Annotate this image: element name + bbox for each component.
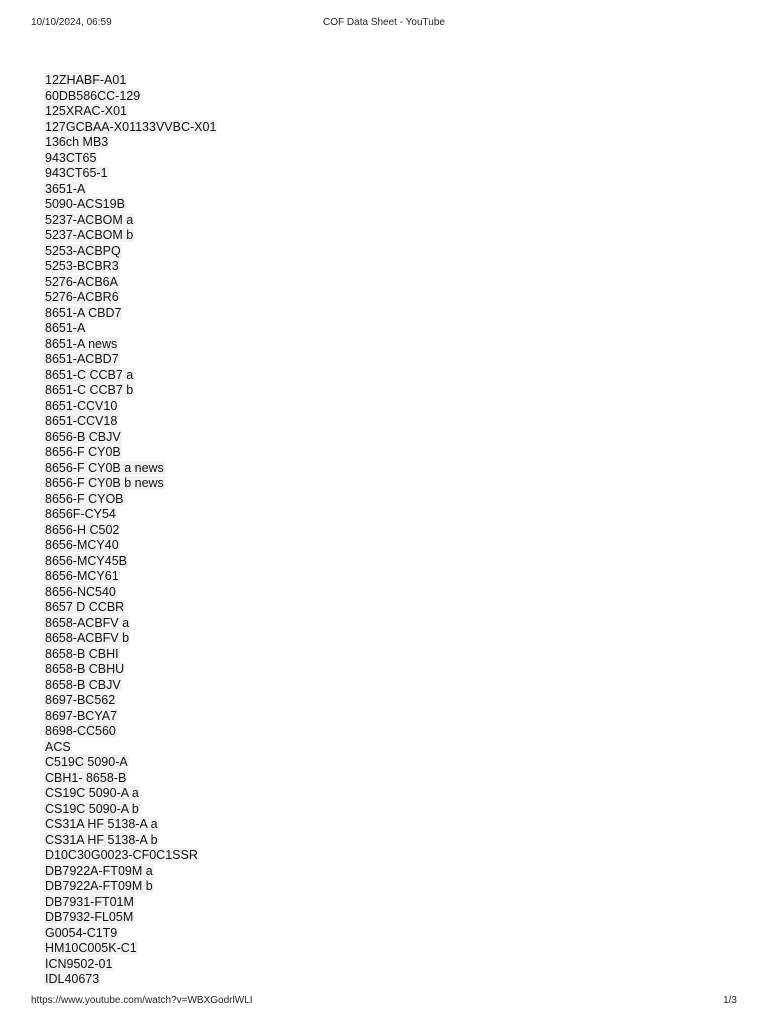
list-item (44, 895, 217, 911)
list-item-text: DB7922A-FT09M a (45, 863, 153, 878)
list-item-text: C519C 5090-A (45, 755, 128, 769)
list-item-text: DB7922A-FT09M b (45, 879, 153, 893)
list-item (44, 817, 217, 833)
list-item (44, 120, 217, 136)
list-item-text: 8658-B CBHU (45, 662, 125, 676)
list-item (44, 957, 217, 973)
list-item (44, 910, 217, 926)
list-item (44, 662, 217, 678)
list-item-text: 8651-C CCB7 b (45, 383, 134, 397)
list-item-text: 8656-F CYOB (45, 491, 124, 506)
list-item (44, 647, 217, 663)
list-item-text: 8658-ACBFV b (45, 631, 130, 645)
list-item (44, 166, 217, 182)
list-item-text: ACS (45, 739, 71, 754)
list-item (44, 848, 217, 864)
list-item (44, 693, 217, 709)
list-item-text: 8656-MCY61 (45, 569, 119, 583)
list-item (44, 538, 217, 554)
list-item (44, 616, 217, 632)
list-item (44, 507, 217, 523)
print-header (31, 17, 737, 31)
print-footer (31, 995, 737, 1009)
list-item-text: HM10C005K-C1 (45, 941, 137, 955)
list-item-text: 943CT65-1 (45, 166, 108, 180)
list-item (44, 151, 217, 167)
list-item (44, 833, 217, 849)
list-item-text: DB7931-FT01M (45, 894, 134, 909)
list-item-text: CS31A HF 5138-A a (45, 817, 158, 831)
list-item-text: 8658-ACBFV a (45, 615, 130, 630)
list-item (44, 461, 217, 477)
list-item (44, 786, 217, 802)
list-item-text: 5276-ACB6A (45, 274, 118, 289)
list-item-text: 5237-ACBOM a (45, 212, 134, 227)
list-item-text: 8651-A CBD7 (45, 305, 122, 320)
list-item-text: 5090-ACS19B (45, 197, 125, 211)
list-item-text: D10C30G0023-CF0C1SSR (45, 848, 198, 862)
list-item (44, 368, 217, 384)
list-item-text: 8658-B CBHI (45, 646, 119, 661)
list-item (44, 631, 217, 647)
list-item-text: 60DB586CC-129 (45, 88, 141, 103)
list-item (44, 73, 217, 89)
list-item (44, 337, 217, 353)
list-item (44, 678, 217, 694)
list-item-text: 8656-B CBJV (45, 429, 121, 444)
list-item (44, 879, 217, 895)
list-item-text: DB7932-FL05M (45, 910, 134, 924)
list-item-text: 8656F-CY54 (45, 507, 116, 521)
list-item (44, 724, 217, 740)
list-item-text: 8658-B CBJV (45, 677, 121, 692)
list-item-text: 3651-A (45, 181, 86, 196)
list-item-text: 8656-NC540 (45, 584, 116, 599)
list-item (44, 89, 217, 105)
list-item (44, 709, 217, 725)
list-item (44, 414, 217, 430)
list-item-text: 136ch MB3 (45, 135, 109, 149)
list-item-text: 8656-MCY45B (45, 553, 127, 568)
list-item-text: G0054-C1T9 (45, 925, 118, 940)
list-item (44, 864, 217, 880)
list-item (44, 523, 217, 539)
list-item-text: 127GCBAA-X01133VVBC-X01 (45, 119, 217, 134)
list-item (44, 104, 217, 120)
list-item-text: 8651-A (45, 321, 86, 335)
list-item-text: IDL40673 (45, 972, 100, 986)
list-item (44, 972, 217, 988)
list-item (44, 399, 217, 415)
list-item-text: 8656-F CY0B b news (45, 476, 164, 490)
list-item (44, 476, 217, 492)
page-url: https://www.youtube.com/watch?v=WBXGodrlWLI (31, 995, 253, 1006)
list-item (44, 941, 217, 957)
list-item (44, 926, 217, 942)
list-item-text: 943CT65 (45, 150, 97, 165)
list-item (44, 554, 217, 570)
list-item (44, 755, 217, 771)
page-number: 1/3 (723, 995, 737, 1006)
list-item (44, 430, 217, 446)
list-item-text: 8697-BC562 (45, 693, 116, 707)
item-list (44, 73, 217, 988)
list-item (44, 321, 217, 337)
list-item-text: 8656-H C502 (45, 522, 120, 537)
list-item-text: 125XRAC-X01 (45, 104, 127, 118)
list-item (44, 569, 217, 585)
list-item-text: 5276-ACBR6 (45, 290, 119, 304)
list-item-text: 8651-CCV10 (45, 398, 118, 413)
list-item-text: ICN9502-01 (45, 956, 113, 971)
list-item (44, 771, 217, 787)
list-item-text: CS19C 5090-A b (45, 801, 139, 816)
print-datetime: 10/10/2024, 06:59 (31, 17, 112, 28)
list-item-text: 8656-MCY40 (45, 538, 119, 552)
list-item-text: 8656-F CY0B a news (45, 460, 164, 475)
list-item-text: 8697-BCYA7 (45, 708, 118, 723)
list-item (44, 600, 217, 616)
list-item-text: 8651-CCV18 (45, 414, 118, 428)
list-item-text: 8651-C CCB7 a (45, 367, 134, 382)
list-item (44, 135, 217, 151)
list-item (44, 290, 217, 306)
list-item-text: 5237-ACBOM b (45, 228, 134, 242)
list-item (44, 802, 217, 818)
list-item (44, 213, 217, 229)
list-item (44, 352, 217, 368)
list-item (44, 383, 217, 399)
list-item (44, 197, 217, 213)
list-item (44, 306, 217, 322)
list-item (44, 244, 217, 260)
list-item-text: 8651-ACBD7 (45, 352, 119, 366)
page-title: COF Data Sheet - YouTube (323, 17, 445, 28)
list-item-text: 8651-A news (45, 336, 118, 351)
list-item-text: CS31A HF 5138-A b (45, 832, 158, 847)
list-item (44, 740, 217, 756)
list-item-text: CBH1- 8658-B (45, 770, 127, 785)
list-item-text: 5253-BCBR3 (45, 259, 119, 273)
list-item (44, 492, 217, 508)
list-item (44, 182, 217, 198)
list-item (44, 275, 217, 291)
list-item-text: 5253-ACBPQ (45, 243, 121, 258)
list-item-text: 8698-CC560 (45, 724, 116, 738)
list-item-text: CS19C 5090-A a (45, 786, 139, 800)
list-item (44, 259, 217, 275)
list-item-text: 8657 D CCBR (45, 600, 125, 614)
list-item (44, 585, 217, 601)
list-item (44, 228, 217, 244)
list-item (44, 445, 217, 461)
list-item-text: 12ZHABF-A01 (45, 73, 127, 87)
list-item-text: 8656-F CY0B (45, 445, 121, 459)
